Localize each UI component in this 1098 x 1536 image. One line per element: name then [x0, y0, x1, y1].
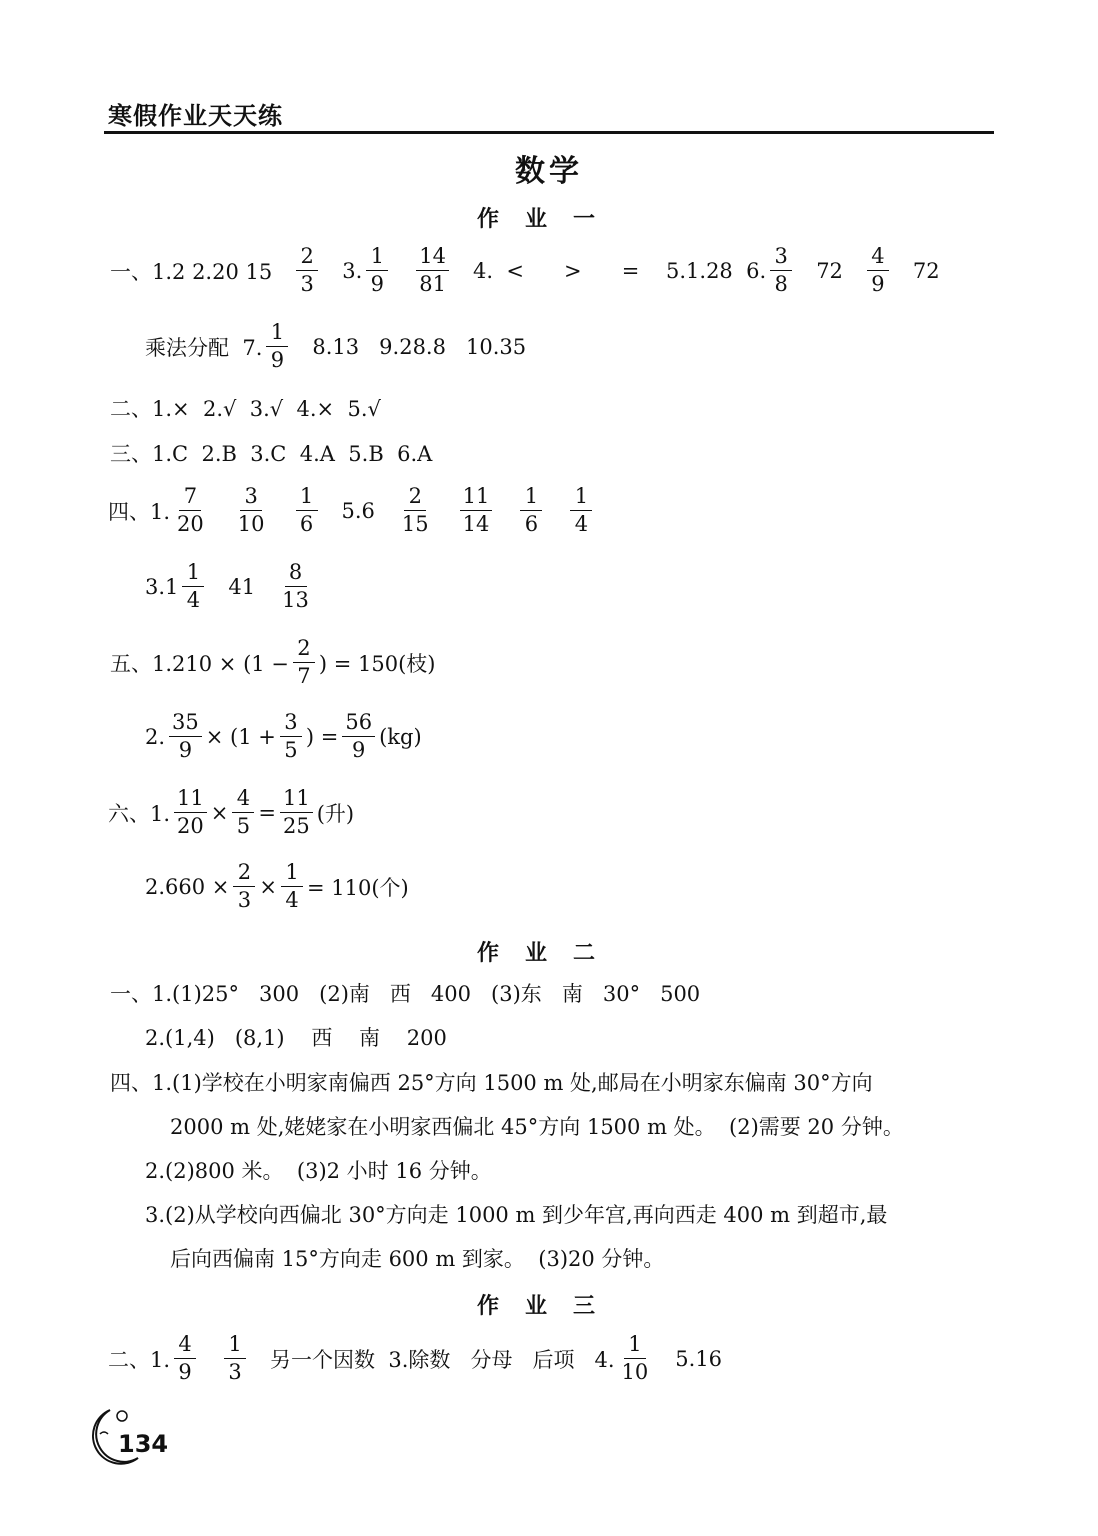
answer-line-3-1: 二、1. $\frac{4}{9}$ $\frac{1}{3}$ 另一个因数 3.除数 分母 后项 4. $\frac{1}{10}$ 5.16	[108, 1332, 723, 1384]
section-title-1: 作业一	[476, 207, 621, 232]
answer-line-2-4: 2000 m 处,姥姥家在小明家西偏北 45°方向 1500 m 处。 (2)需要 20 分钟。	[170, 1115, 904, 1139]
answer-line-2-2: 2.(1,4) (8,1) 西 南 200	[145, 1026, 447, 1050]
answer-line-1-6: 3.1 $\frac{1}{4}$ 41 $\frac{8}{13}$	[145, 560, 309, 612]
answer-line-1-2: 乘法分配 7. $\frac{1}{9}$ 8.13 9.28.8 10.35	[145, 320, 527, 372]
answer-line-2-5: 2.(2)800 米。 (3)2 小时 16 分钟。	[145, 1159, 492, 1183]
answer-line-1-3: 二、1.× 2.√ 3.√ 4.× 5.√	[110, 397, 381, 421]
answer-line-2-1: 一、1.(1)25° 300 (2)南 西 400 (3)东 南 30° 500	[110, 982, 701, 1006]
answer-line-1-1: 一、1.2 2.20 15 $\frac{2}{3}$ 3. $\frac{1}{9}$ $\frac{14}{81}$ 4. < > = 5.1.28 6. $\frac{3}{8}$ 72 $\frac{4}{9}$ 72	[110, 244, 940, 296]
answer-line-1-10: 2.660 × $\frac{2}{3}$ × $\frac{1}{4}$ = 110(个)	[145, 860, 409, 912]
page-number-badge	[80, 1404, 176, 1468]
answer-line-1-5: 四、1. $\frac{7}{20}$ $\frac{3}{10}$ $\frac{1}{6}$ 5.6 $\frac{2}{15}$ $\frac{11}{14}$ $\frac{1}{6}$ $\frac{1}{4}$	[108, 486, 596, 535]
answer-line-1-4: 三、1.C 2.B 3.C 4.A 5.B 6.A	[110, 442, 433, 466]
answer-line-2-6: 3.(2)从学校向西偏北 30°方向走 1000 m 到少年宫,再向西走 400 m 到超市,最	[145, 1203, 888, 1227]
book-title: 寒假作业天天练	[108, 102, 283, 130]
subject-title: 数学	[515, 154, 583, 189]
section-title-2: 作业二	[476, 941, 621, 966]
answer-line-1-7: 五、1.210 × (1 − $\frac{2}{7}$ ) = 150(枝)	[110, 636, 436, 688]
answer-line-1-9: 六、1. $\frac{11}{20}$ × $\frac{4}{5}$ = $\frac{11}{25}$ (升)	[108, 786, 355, 838]
answer-line-1-8: 2. $\frac{35}{9}$ × (1 + $\frac{3}{5}$ ) = $\frac{56}{9}$ (kg)	[145, 710, 422, 762]
page-number: 134	[118, 1430, 169, 1458]
answer-line-2-3: 四、1.(1)学校在小明家南偏西 25°方向 1500 m 处,邮局在小明家东偏南 30°方向	[110, 1071, 873, 1095]
answer-line-2-7: 后向西偏南 15°方向走 600 m 到家。 (3)20 分钟。	[170, 1247, 665, 1271]
header-rule	[104, 131, 994, 134]
section-title-3: 作业三	[476, 1294, 621, 1319]
